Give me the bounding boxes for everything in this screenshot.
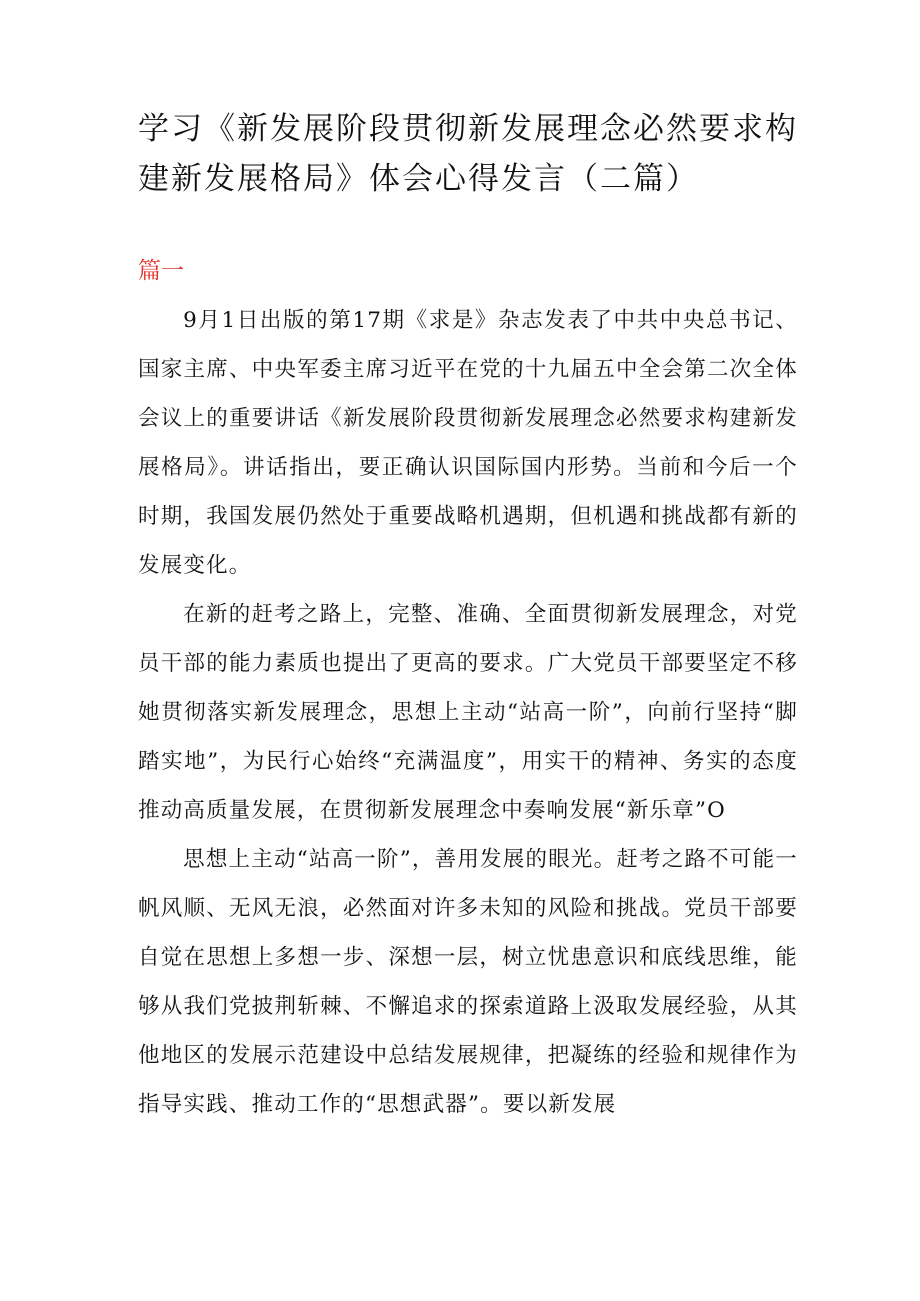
- paragraph: 在新的赶考之路上，完整、准确、全面贯彻新发展理念，对党员干部的能力素质也提出了更高的要求。广大党员干部要坚定不移她贯彻落实新发展理念，思想上主动“站高一阶”，向前行坚持“脚踏实地”，为民行心始终“充满温度”，用实干的精神、务实的态度推动高质量发展，在贯彻新发展理念中奏响发展“新乐章”O: [138, 602, 798, 823]
- section-label: 篇一: [138, 258, 184, 284]
- paragraph: 9月1日出版的第17期《求是》杂志发表了中共中央总书记、国家主席、中央军委主席习近平在党的十九届五中全会第二次全体会议上的重要讲话《新发展阶段贯彻新发展理念必然要求构建新发展格局》。讲话指出，要正确认识国际国内形势。当前和今后一个时期，我国发展仍然处于重要战略机遇期，但机遇和挑战都有新的发展变化。: [138, 308, 798, 578]
- document-title: 学习《新发展阶段贯彻新发展理念必然要求构建新发展格局》体会心得发言（二篇）: [138, 111, 798, 197]
- paragraph: 思想上主动“站高一阶”，善用发展的眼光。赶考之路不可能一帆风顺、无风无浪，必然面对许多未知的风险和挑战。党员干部要自觉在思想上多想一步、深想一层，树立忧患意识和底线思维，能够从我们党披荆斩棘、不懈追求的探索道路上汲取发展经验，从其他地区的发展示范建设中总结发展规律，把凝练的经验和规律作为指导实践、推动工作的“思想武器”。要以新发展: [138, 847, 798, 1117]
- document-body: [138, 296, 798, 1129]
